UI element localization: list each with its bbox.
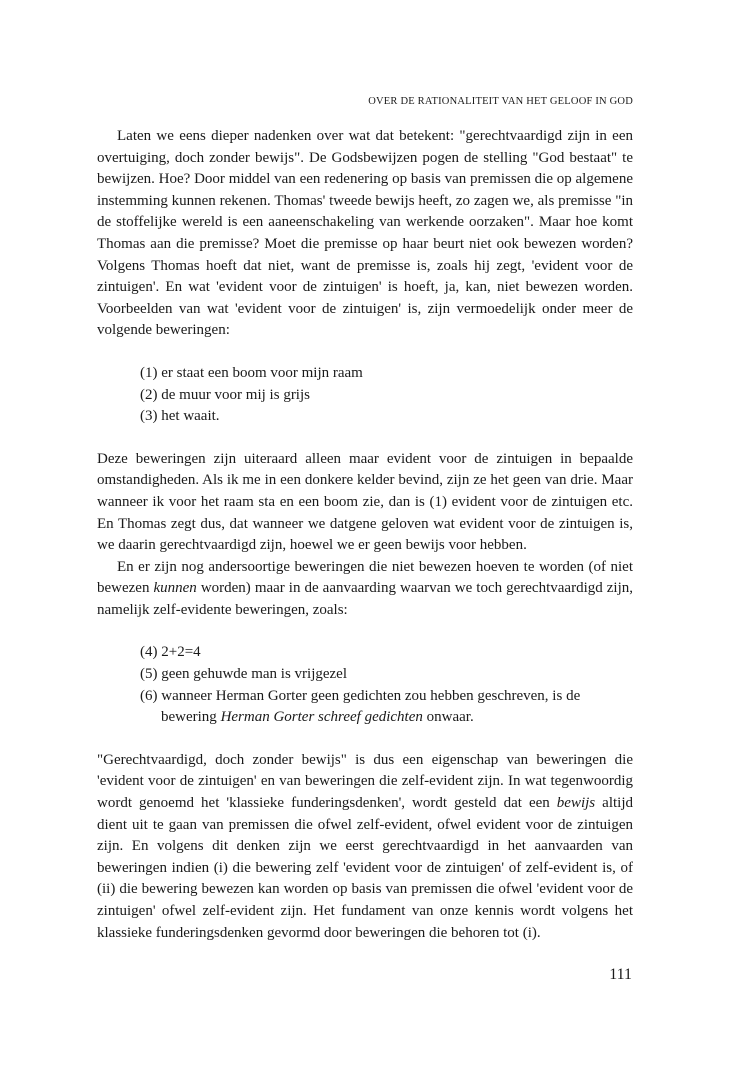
list-senses: [140, 363, 633, 428]
page-number: 111: [609, 966, 632, 983]
list-item-text: onwaar.: [422, 709, 474, 726]
paragraph-4-text: "Gerechtvaardigd, doch zonder bewijs" is dus een eigenschap van beweringen die 'evident voor de zintuigen' en van beweringen die zelf-evident zijn. In wat tegenwoordig wordt genoemd het 'klassieke funderingsdenken', wordt gesteld dat een: [97, 751, 633, 812]
paragraph-4: [97, 750, 633, 944]
list-item: (5) geen gehuwde man is vrijgezel: [140, 666, 348, 683]
list-item: (2) de muur voor mij is grijs: [140, 386, 310, 403]
paragraph-3-text: En er zijn nog andersoortige beweringen die niet bewezen hoeven te worden (of niet bewezen: [97, 558, 633, 597]
list-item: (1) er staat een boom voor mijn raam: [140, 364, 363, 381]
paragraph-3: [97, 557, 633, 622]
body-text: [97, 126, 633, 944]
paragraph-4-text: altijd dient uit te gaan van premissen die ofwel zelf-evident, ofwel evident voor de zintuigen zijn. En volgens dit denken zijn we eerst gerechtvaardigd in het aanvaarden van beweringen indien (i) die bewering zelf 'evident voor de zintuigen' of zelf-evident is, of (ii) die bewering bewezen kan worden op basis van premissen die ofwel 'evident voor de zintuigen' ofwel zelf-evident zijn. Het fundament van onze kennis wordt volgens het klassieke funderingsdenken gevormd door beweringen die behoren tot (i).: [97, 795, 633, 941]
emphasis-gorter: Herman Gorter schreef gedichten: [220, 709, 423, 726]
emphasis-bewijs: bewijs: [556, 795, 596, 812]
list-item: [140, 686, 633, 729]
list-self-evident: [140, 642, 633, 728]
list-item-text: (6) wanneer Herman Gorter geen gedichten zou hebben geschreven, is de bewering: [140, 687, 581, 726]
list-item: (4) 2+2=4: [140, 644, 201, 661]
paragraph-3-text: worden) maar in de aanvaarding waarvan we toch gerechtvaardigd zijn, namelijk zelf-evidente beweringen, zoals:: [97, 580, 633, 618]
paragraph-1: Laten we eens dieper nadenken over wat dat betekent: "gerechtvaardigd zijn in een overtuiging, doch zonder bewijs". De Godsbewijzen pogen de stelling "God bestaat" te bewijzen. Hoe? Door middel van een redenering op basis van premissen die op algemene instemming kunnen rekenen. Thomas' tweede bewijs heeft, zo zagen we, als premisse "in de stoffelijke wereld is een aaneenschakeling van werkende oorzaken". Maar hoe komt Thomas aan die premisse? Moet die premisse op haar beurt niet ook bewezen worden? Volgens Thomas hoeft dat niet, want de premisse is, zoals hij zegt, 'evident voor de zintuigen'. En wat 'evident voor de zintuigen' is hoeft, ja, kan, niet bewezen worden. Voorbeelden van wat 'evident voor de zintuigen' is, zijn vermoedelijk onder meer de volgende beweringen:: [97, 128, 633, 339]
paragraph-2: Deze beweringen zijn uiteraard alleen maar evident voor de zintuigen in bepaalde omstandigheden. Als ik me in een donkere kelder bevind, zijn ze het geen van drie. Maar wanneer ik voor het raam sta en een boom zie, dan is (1) evident voor de zintuigen etc. En Thomas zegt dus, dat wanneer we datgene geloven wat evident voor de zintuigen is, we daarin gerechtvaardigd zijn, hoewel we er geen bewijs voor hebben.: [97, 450, 633, 554]
emphasis-kunnen: kunnen: [153, 580, 197, 597]
list-item: (3) het waait.: [140, 408, 220, 425]
running-title: OVER DE RATIONALITEIT VAN HET GELOOF IN GOD: [368, 96, 633, 107]
